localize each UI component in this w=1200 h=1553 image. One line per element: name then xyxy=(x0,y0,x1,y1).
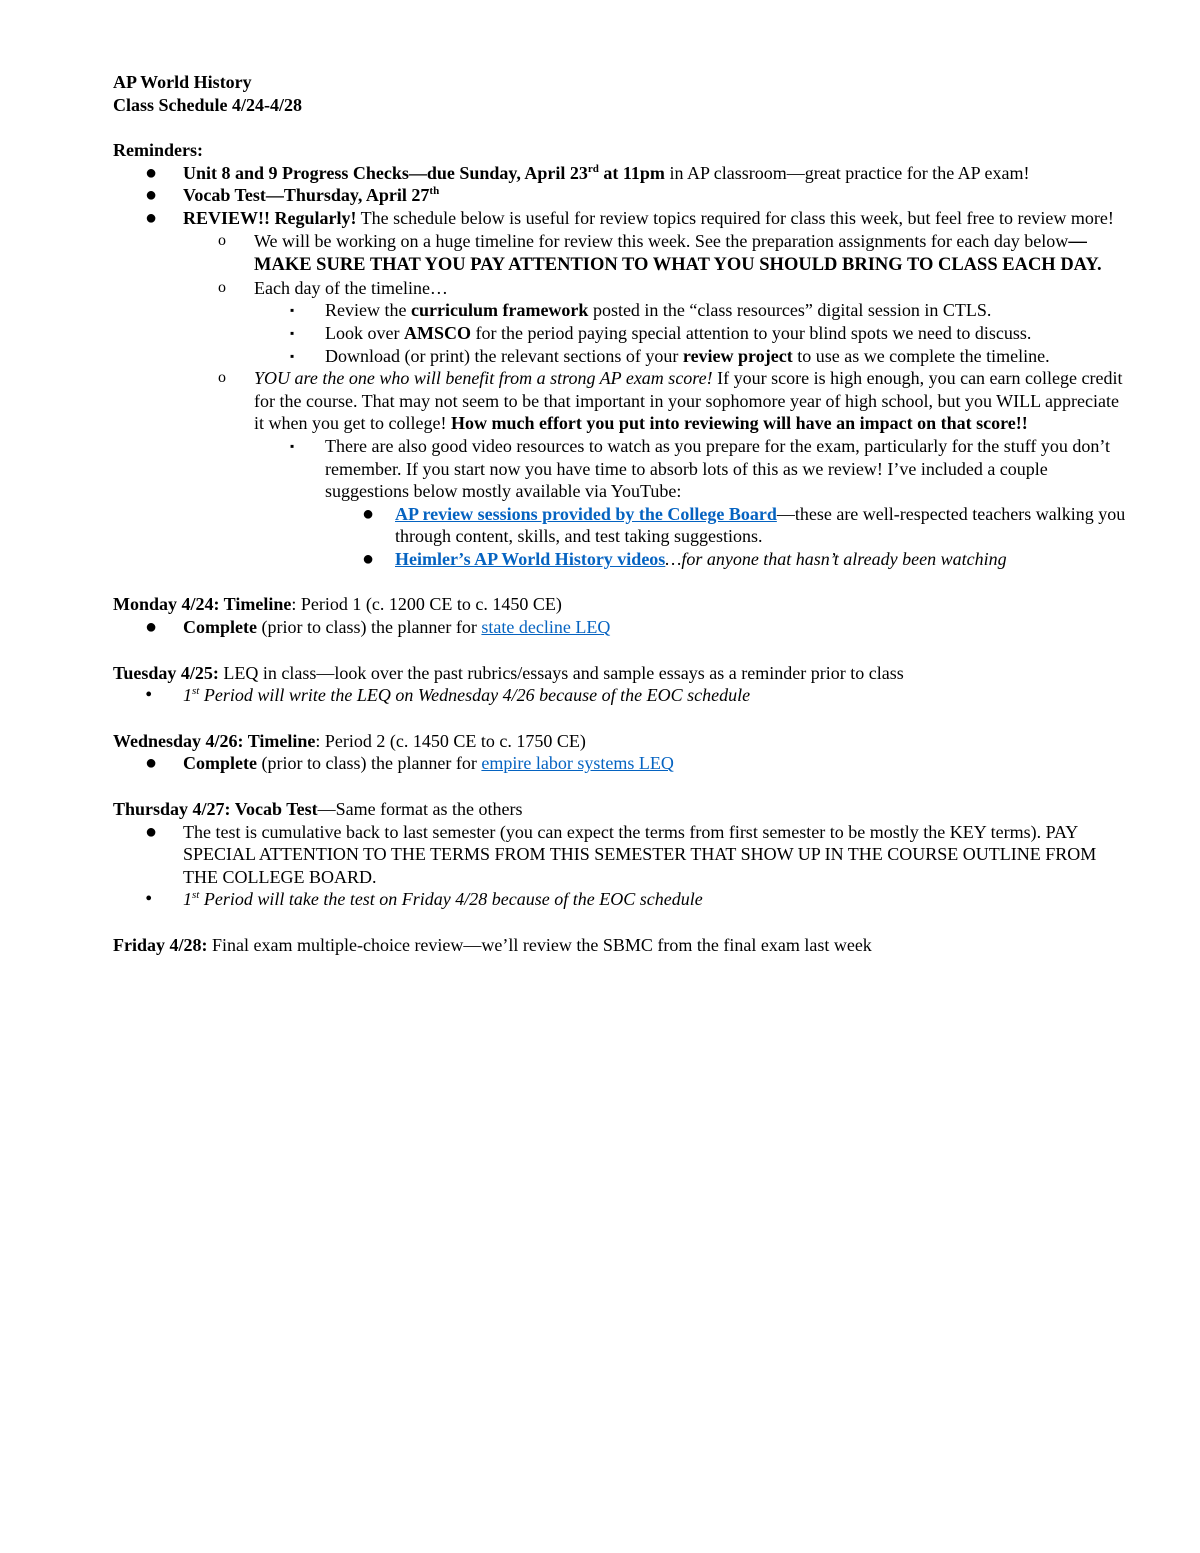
spacer xyxy=(113,707,1133,730)
list-item: ● Unit 8 and 9 Progress Checks—due Sunday, April 23rd at 11pm in AP classroom—great practice for the AP exam! xyxy=(145,161,1030,184)
document-page xyxy=(113,71,1133,957)
bullet-circle-icon: o xyxy=(218,369,226,387)
list-item: ● Complete (prior to class) the planner for empire labor systems LEQ xyxy=(145,752,674,775)
list-item: o We will be working on a huge timeline for review this week. See the preparation assignments for each day below—MAKE SURE THAT YOU PAY ATTENTION TO WHAT YOU SHOULD BRING TO CLASS EACH DAY. xyxy=(218,230,1102,276)
spacer xyxy=(113,911,1133,934)
bullet-square-icon: ▪ xyxy=(290,348,295,363)
monday-heading: Monday 4/24: Timeline: Period 1 (c. 1200 CE to c. 1450 CE) xyxy=(113,594,562,615)
spacer xyxy=(113,639,1133,662)
list-item: ● Heimler’s AP World History videos…for anyone that hasn’t already been watching xyxy=(362,547,1007,570)
list-item: ● AP review sessions provided by the College Board—these are well-respected teachers walking you through content, skills, and test taking suggestions. xyxy=(362,502,1126,547)
bullet-disc-icon: ● xyxy=(145,752,158,775)
list-item: • 1st Period will take the test on Friday 4/28 because of the EOC schedule xyxy=(145,888,703,911)
wednesday-list xyxy=(113,752,1133,775)
thursday-list xyxy=(113,821,1133,911)
bullet-disc-icon: ● xyxy=(362,502,375,525)
tuesday-list xyxy=(113,684,1133,707)
bullet-square-icon: ▪ xyxy=(290,303,295,318)
list-item: ● REVIEW!! Regularly! The schedule below is useful for review topics required for class this week, but feel free to review more! o We will be working on a huge timeline for review this week. See the preparation assignments for each day below—MAKE SURE THAT YOU PAY ATTENTION TO WHAT YOU SHOULD BRING TO CLASS EACH DAY. o Each day of the timeline… ▪ Review the curriculum framework posted in the “class resources” digital session in CTLS. ▪ Look over AMSCO for the period paying special attention to your blind spots we need to discuss. ▪ Download (or print) the relevant sections of your review project to use as we complete the timeline. o YOU are the one who will benefit from a strong AP exam score! If your score is high enough, you can earn college credit for the course. That may not seem to be that important in your sophomore year of high school, but you WILL appreciate it when you get to college! How much effort you put into reviewing will have an impact on that score!! ▪ There are also good video resources to watch as you prepare for the exam, particularly for the stuff you don’t remember. If you start now you have time to absorb lots of this as we review! I’ve included a couple suggestions below mostly available via YouTube: ● AP review sessions provided by the College Board—these are well-respected teachers walking you through content, skills, and test taking suggestions. ● Heimler’s AP World History videos…for anyone that hasn’t already been watching xyxy=(183,207,1133,571)
timeline-sublist xyxy=(254,299,1133,367)
bullet-disc-icon: ● xyxy=(145,161,158,184)
list-item: o YOU are the one who will benefit from a strong AP exam score! If your score is high enough, you can earn college credit for the course. That may not seem to be that important in your sophomore year of high school, but you WILL appreciate it when you get to college! How much effort you put into reviewing will have an impact on that score!! ▪ There are also good video resources to watch as you prepare for the exam, particularly for the stuff you don’t remember. If you start now you have time to absorb lots of this as we review! I’ve included a couple suggestions below mostly available via YouTube: ● AP review sessions provided by the College Board—these are well-respected teachers walking you through content, skills, and test taking suggestions. ● Heimler’s AP World History videos…for anyone that hasn’t already been watching xyxy=(254,367,1133,570)
spacer xyxy=(113,570,1133,593)
college-board-review-link[interactable]: AP review sessions provided by the College Board xyxy=(395,503,777,524)
wednesday-heading: Wednesday 4/26: Timeline: Period 2 (c. 1450 CE to c. 1750 CE) xyxy=(113,730,586,751)
spacer xyxy=(113,116,1133,139)
reminders-heading: Reminders: xyxy=(113,140,203,161)
bullet-square-icon: ▪ xyxy=(290,325,295,340)
tuesday-heading: Tuesday 4/25: LEQ in class—look over the past rubrics/essays and sample essays as a reminder prior to class xyxy=(113,662,904,683)
list-item: • 1st Period will write the LEQ on Wednesday 4/26 because of the EOC schedule xyxy=(145,684,751,707)
bullet-disc-icon: ● xyxy=(145,616,158,639)
course-title: AP World History xyxy=(113,72,252,92)
bullet-disc-icon: ● xyxy=(145,820,158,843)
spacer xyxy=(113,775,1133,798)
bullet-disc-icon: ● xyxy=(145,206,158,229)
list-item: ● Complete (prior to class) the planner for state decline LEQ xyxy=(145,616,611,639)
list-item: ● The test is cumulative back to last semester (you can expect the terms from first semester to be mostly the KEY terms). PAY SPECIAL ATTENTION TO THE TERMS FROM THIS SEMESTER THAT SHOW UP IN THE COURSE OUTLINE FROM THE COLLEGE BOARD. xyxy=(145,820,1097,887)
bullet-disc-icon: ● xyxy=(362,547,375,570)
video-links-list xyxy=(325,503,1133,571)
thursday-heading: Thursday 4/27: Vocab Test—Same format as the others xyxy=(113,799,523,820)
heimler-videos-link[interactable]: Heimler’s AP World History videos xyxy=(395,548,666,569)
monday-list xyxy=(113,616,1133,639)
bullet-circle-icon: o xyxy=(218,278,226,296)
schedule-title: Class Schedule 4/24-4/28 xyxy=(113,94,303,115)
empire-labor-leq-link[interactable]: empire labor systems LEQ xyxy=(481,753,674,774)
reminders-list xyxy=(113,162,1133,571)
review-sublist xyxy=(183,230,1133,571)
list-item: ▪ Download (or print) the relevant sections of your review project to use as we complete the timeline. xyxy=(290,345,1050,366)
bullet-small-disc-icon: • xyxy=(145,684,153,707)
list-item: ▪ There are also good video resources to watch as you prepare for the exam, particularly for the stuff you don’t remember. If you start now you have time to absorb lots of this as we review! I’ve included a couple suggestions below mostly available via YouTube: ● AP review sessions provided by the College Board—these are well-respected teachers walking you through content, skills, and test taking suggestions. ● Heimler’s AP World History videos…for anyone that hasn’t already been watching xyxy=(325,435,1133,571)
video-sublist xyxy=(254,435,1133,571)
list-item: ▪ Look over AMSCO for the period paying special attention to your blind spots we need to discuss. xyxy=(290,322,1032,343)
bullet-circle-icon: o xyxy=(218,231,226,249)
friday-heading: Friday 4/28: Final exam multiple-choice review—we’ll review the SBMC from the final exam last week xyxy=(113,935,872,955)
list-item: ▪ Review the curriculum framework posted in the “class resources” digital session in CTLS. xyxy=(290,300,992,321)
list-item: ● Vocab Test—Thursday, April 27th xyxy=(145,184,440,207)
bullet-square-icon: ▪ xyxy=(290,438,295,453)
bullet-disc-icon: ● xyxy=(145,184,158,207)
state-decline-leq-link[interactable]: state decline LEQ xyxy=(481,617,611,638)
bullet-small-disc-icon: • xyxy=(145,888,153,911)
list-item: o Each day of the timeline… ▪ Review the curriculum framework posted in the “class resources” digital session in CTLS. ▪ Look over AMSCO for the period paying special attention to your blind spots we need to discuss. ▪ Download (or print) the relevant sections of your review project to use as we complete the timeline. xyxy=(254,277,1133,367)
